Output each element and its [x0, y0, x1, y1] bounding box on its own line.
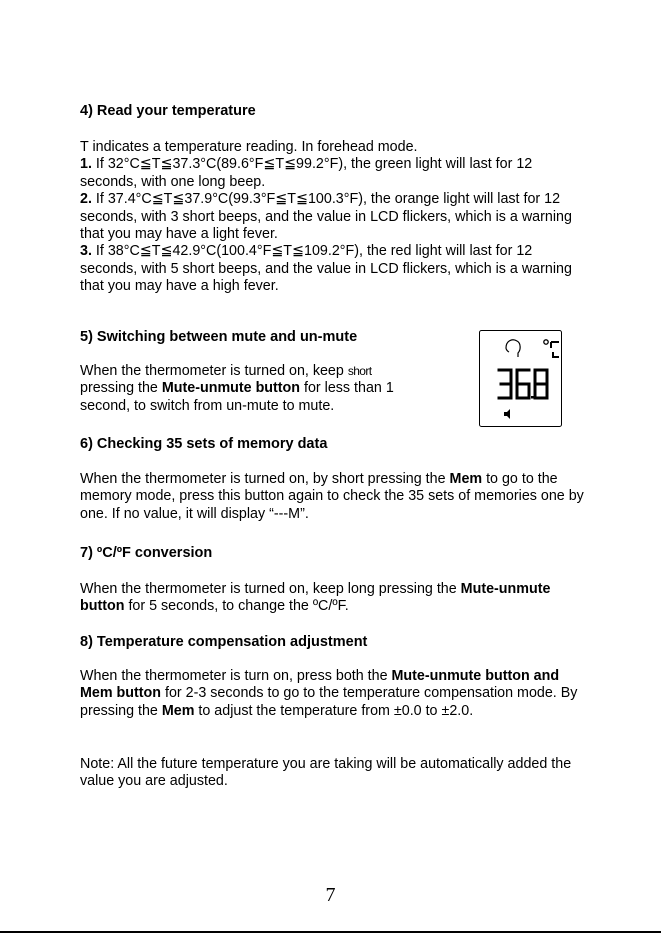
body-text: to adjust the temperature from ±0.0 to ±2.0.: [194, 702, 474, 719]
section-heading-read-temperature: 4) Read your temperature: [80, 103, 256, 119]
body-text: When the thermometer is turned on, by short pressing the: [80, 471, 450, 487]
button-name: Mem: [161, 702, 195, 719]
section-heading-mute: 5) Switching between mute and un-mute: [80, 329, 358, 345]
list-item: [80, 191, 585, 243]
bottom-rule: [0, 931, 661, 933]
body-text: for 5 seconds, to change the ºC/ºF.: [124, 598, 349, 615]
list-item-text: If 38°C≦T≦42.9°C(100.4°F≦T≦109.2°F), the red light will last for 12 seconds, with 5 short beeps, and the value in LCD flickers, which is a warning that you may have a high fever.: [80, 243, 572, 295]
list-item: [80, 156, 585, 191]
section-heading-memory: 6) Checking 35 sets of memory data: [80, 436, 328, 452]
body-text: pressing the: [80, 380, 162, 397]
body-text: When the thermometer is turned on, keep: [80, 363, 348, 379]
button-name: Mem: [449, 471, 483, 487]
body-text: to go to the memory mode, press this button again to check the 35 sets of memories one by one. If no value, it will display “---M”.: [80, 471, 584, 522]
list-item-number: 1.: [80, 156, 92, 173]
section-body-read-temperature: [80, 139, 585, 296]
section-body-memory: [80, 471, 585, 523]
button-name: Mute-unmute button: [80, 581, 551, 615]
body-text-condensed: short: [347, 364, 372, 378]
body-text: for less than 1 second, to switch from un-mute to mute.: [80, 380, 394, 414]
body-text: When the thermometer is turned on, keep long pressing the: [80, 581, 461, 597]
list-item: [80, 243, 585, 295]
list-item-text: If 37.4°C≦T≦37.9°C(99.3°F≦T≦100.3°F), the orange light will last for 12 seconds, with 3 short beeps, and the value in LCD flickers, which is a warning that you may have a light fever.: [80, 191, 572, 243]
body-text: for 2-3 seconds to go to the temperature compensation mode. By pressing the: [80, 685, 578, 719]
section-body-mute: [80, 363, 425, 415]
section-heading-compensation: 8) Temperature compensation adjustment: [80, 634, 368, 650]
section-body-conversion: [80, 581, 585, 616]
list-item-number: 3.: [80, 243, 92, 260]
lcd-display-illustration: [479, 330, 562, 427]
body-text: When the thermometer is turn on, press both the: [80, 668, 392, 684]
note-paragraph: Note: All the future temperature you are taking will be automatically added the value you are adjusted.: [80, 756, 572, 790]
page-number: 7: [325, 884, 336, 906]
list-item-number: 2.: [80, 191, 92, 208]
section-heading-conversion: 7) ºC/ºF conversion: [80, 545, 213, 561]
section-body-compensation: [80, 668, 585, 720]
list-item-text: If 32°C≦T≦37.3°C(89.6°F≦T≦99.2°F), the green light will last for 12 seconds, with one long beep.: [80, 156, 533, 190]
intro-paragraph: T indicates a temperature reading. In forehead mode.: [80, 139, 418, 155]
button-name: Mute-unmute button and Mem button: [80, 668, 560, 702]
button-name: Mute-unmute button: [161, 380, 301, 397]
